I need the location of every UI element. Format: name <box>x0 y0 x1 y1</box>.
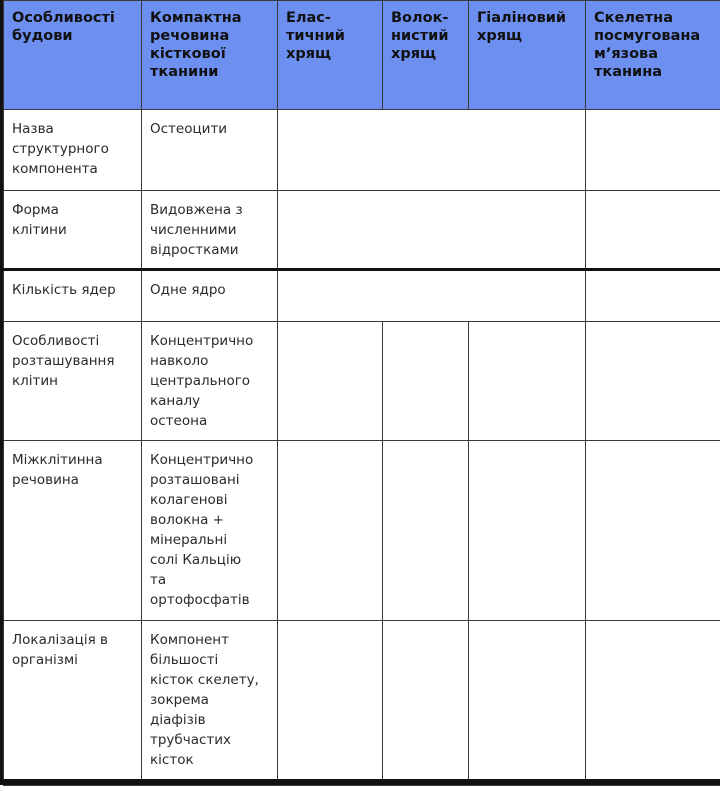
empty-cell <box>586 322 720 441</box>
table-row <box>4 270 720 322</box>
compact-bone-cell: Одне ядро <box>142 270 278 322</box>
empty-cell <box>383 441 469 621</box>
header-skeletal-muscle: Скелетна посмугована м’язова тканина <box>586 1 720 110</box>
header-fibrous-cartilage: Волок- нистий хрящ <box>383 1 469 110</box>
empty-cell <box>278 270 586 322</box>
row-label: Кількість ядер <box>4 270 142 322</box>
empty-cell <box>469 621 586 786</box>
empty-cell <box>278 110 586 191</box>
compact-bone-cell: Остеоцити <box>142 110 278 191</box>
empty-cell <box>469 441 586 621</box>
empty-cell <box>586 621 720 786</box>
empty-cell <box>278 441 383 621</box>
row-label: Назва структурного компонента <box>4 110 142 191</box>
row-label: Локалізація в організмі <box>4 621 142 786</box>
empty-cell <box>469 322 586 441</box>
table-row <box>4 191 720 270</box>
header-elastic-cartilage: Елас- тичний хрящ <box>278 1 383 110</box>
row-label: Форма клітини <box>4 191 142 270</box>
row-label: Особливості розташування клітин <box>4 322 142 441</box>
table-row <box>4 322 720 441</box>
header-row <box>4 1 720 110</box>
header-structure-features: Особливості будови <box>4 1 142 110</box>
left-border <box>0 0 3 785</box>
empty-cell <box>586 191 720 270</box>
empty-cell <box>586 110 720 191</box>
compact-bone-cell: Концентрично навколо центрального каналу остеона <box>142 322 278 441</box>
empty-cell <box>586 441 720 621</box>
table-row <box>4 621 720 786</box>
empty-cell <box>278 191 586 270</box>
table-row <box>4 441 720 621</box>
empty-cell <box>383 621 469 786</box>
compact-bone-cell: Концентрично розташовані колагенові волокна + мінеральні солі Кальцію та ортофосфатів <box>142 441 278 621</box>
row-label: Міжклітинна речовина <box>4 441 142 621</box>
compact-bone-cell: Компонент більшості кісток скелету, зокрема діафізів трубчастих кісток <box>142 621 278 786</box>
table-row <box>4 110 720 191</box>
empty-cell <box>586 270 720 322</box>
empty-cell <box>278 621 383 786</box>
tissue-comparison-table <box>3 0 720 786</box>
compact-bone-cell: Видовжена з численними відростками <box>142 191 278 270</box>
bottom-border <box>0 779 720 785</box>
header-compact-bone: Компактна речовина кісткової тканини <box>142 1 278 110</box>
empty-cell <box>383 322 469 441</box>
header-hyaline-cartilage: Гіаліновий хрящ <box>469 1 586 110</box>
empty-cell <box>278 322 383 441</box>
